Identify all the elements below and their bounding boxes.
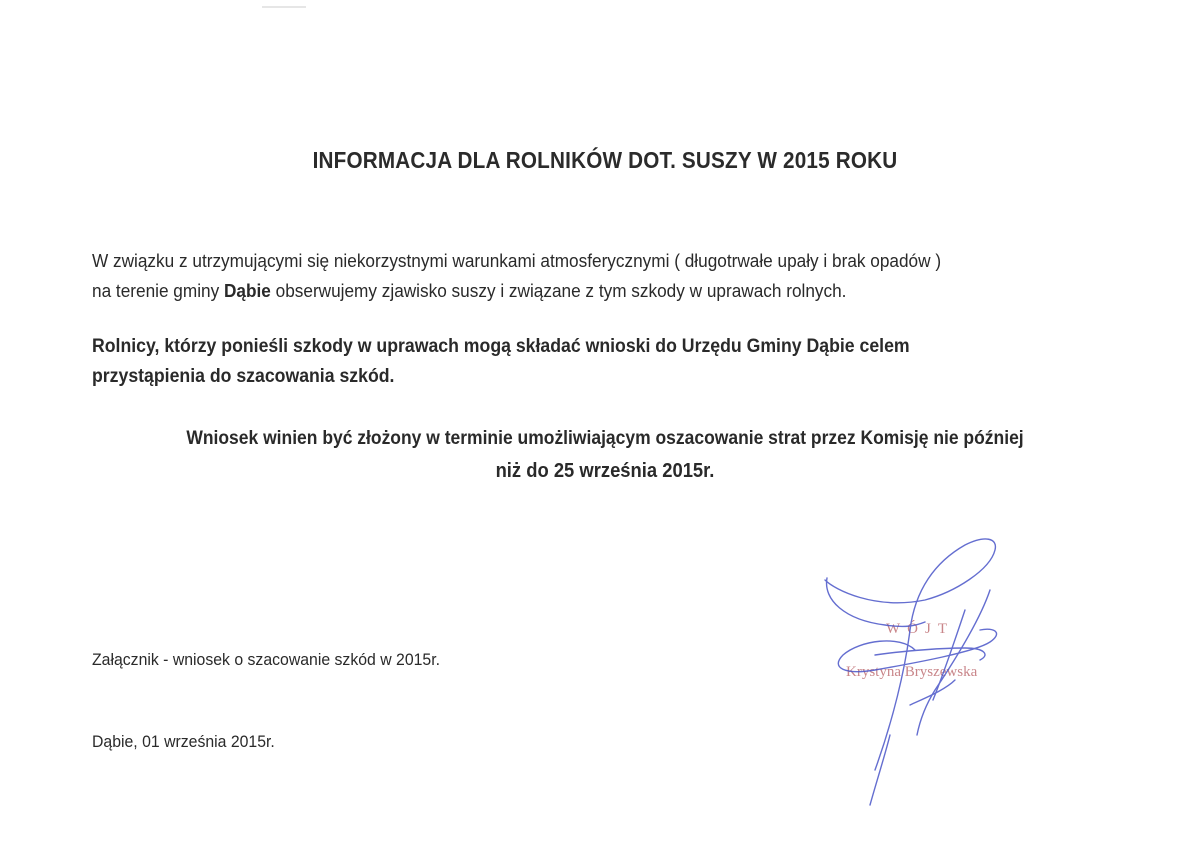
intro-line-2-end: obserwujemy zjawisko suszy i związane z tym szkody w uprawach rolnych. bbox=[270, 280, 847, 301]
signature bbox=[815, 530, 1035, 830]
intro-line-1: W związku z utrzymującymi się niekorzystnymi warunkami atmosferycznymi ( długotrwałe upały i brak opadów ) bbox=[92, 250, 942, 271]
intro-paragraph bbox=[92, 246, 1132, 306]
deadline-line-1: Wniosek winien być złożony w terminie umożliwiającym oszacowanie strat przez Komisję nie później bbox=[186, 428, 1024, 449]
deadline-paragraph bbox=[0, 423, 1200, 487]
farmers-paragraph bbox=[92, 332, 1122, 392]
intro-line-2-start: na terenie gminy bbox=[92, 280, 224, 301]
document-title: INFORMACJA DLA ROLNIKÓW DOT. SUSZY W 2015 ROKU bbox=[312, 147, 898, 173]
farmers-line-1: Rolnicy, którzy ponieśli szkody w uprawach mogą składać wnioski do Urzędu Gminy Dąbie celem bbox=[92, 336, 910, 357]
intro-line-2 bbox=[92, 276, 1059, 306]
municipality-name: Dąbie bbox=[223, 280, 271, 301]
stamp-title: WÓJT bbox=[886, 621, 954, 637]
scan-artifact bbox=[262, 6, 306, 8]
attachment-note: Załącznik - wniosek o szacowanie szkód w 2015r. bbox=[92, 650, 440, 669]
stamp-name: Krystyna Bryszewska bbox=[846, 664, 978, 680]
place-and-date: Dąbie, 01 września 2015r. bbox=[92, 732, 275, 751]
farmers-line-2: przystąpienia do szacowania szkód. bbox=[92, 366, 395, 387]
deadline-line-2: niż do 25 września 2015r. bbox=[495, 460, 715, 482]
